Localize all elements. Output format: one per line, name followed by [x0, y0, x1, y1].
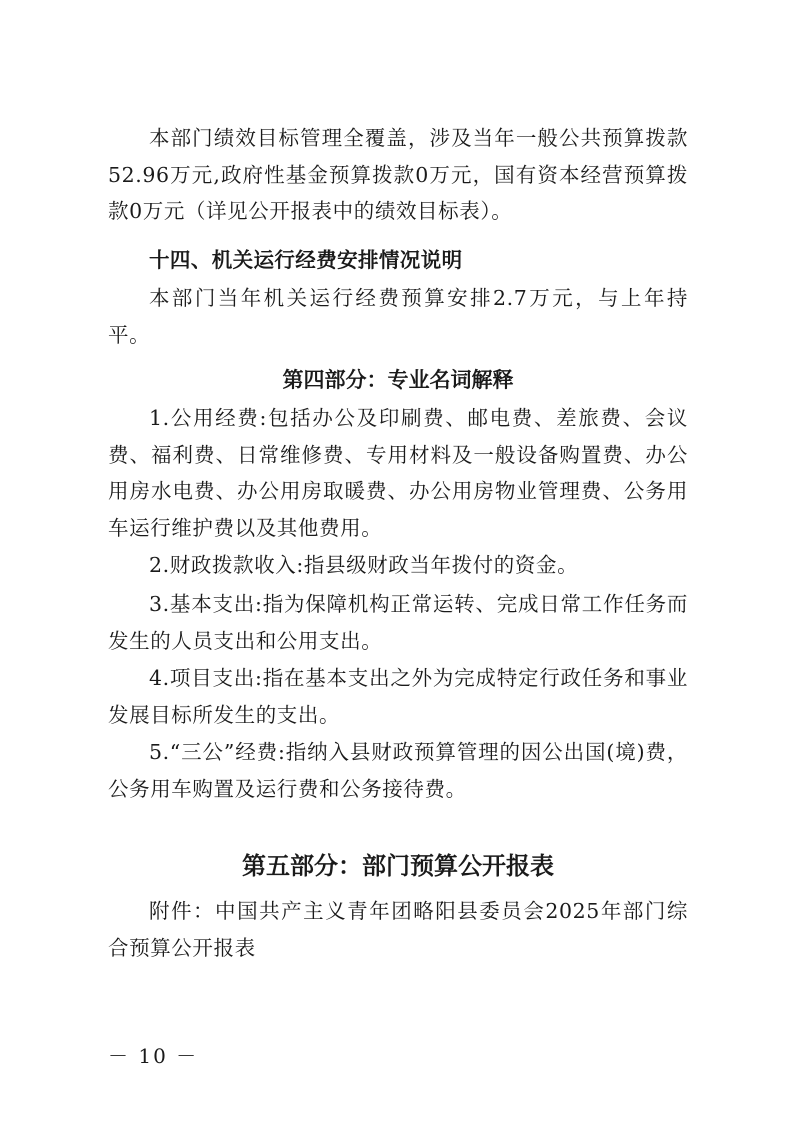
term-item-5: 5.“三公”经费:指纳入县财政预算管理的因公出国(境)费，公务用车购置及运行费和公务接待费。 — [108, 740, 688, 801]
term-item-2: 2.财政拨款收入:指县级财政当年拨付的资金。 — [149, 553, 579, 577]
term-item-4: 4.项目支出:指在基本支出之外为完成特定行政任务和事业发展目标所发生的支出。 — [108, 666, 688, 727]
performance-target-paragraph: 本部门绩效目标管理全覆盖，涉及当年一般公共预算拨款52.96万元,政府性基金预算拨款0万元，国有资本经营预算拨款0万元（详见公开报表中的绩效目标表）。 — [108, 126, 688, 224]
attachment-paragraph: 附件：中国共产主义青年团略阳县委员会2025年部门综合预算公开报表 — [108, 899, 688, 960]
term-item-3: 3.基本支出:指为保障机构正常运转、完成日常工作任务而发生的人员支出和公用支出。 — [108, 592, 688, 653]
part-5-title: 第五部分：部门预算公开报表 — [242, 851, 554, 880]
term-item-1: 1.公用经费:包括办公及印刷费、邮电费、差旅费、会议费、福利费、日常维修费、专用材料及一般设备购置费、办公用房水电费、办公用房取暖费、办公用房物业管理费、公务用车运行维护费以及其他费用。 — [108, 406, 688, 540]
page-number: － 10 － — [108, 1044, 199, 1068]
operating-expense-paragraph: 本部门当年机关运行经费预算安排2.7万元，与上年持平。 — [108, 286, 688, 347]
section-14-heading: 十四、机关运行经费安排情况说明 — [149, 248, 463, 272]
part-4-title: 第四部分：专业名词解释 — [282, 367, 514, 392]
